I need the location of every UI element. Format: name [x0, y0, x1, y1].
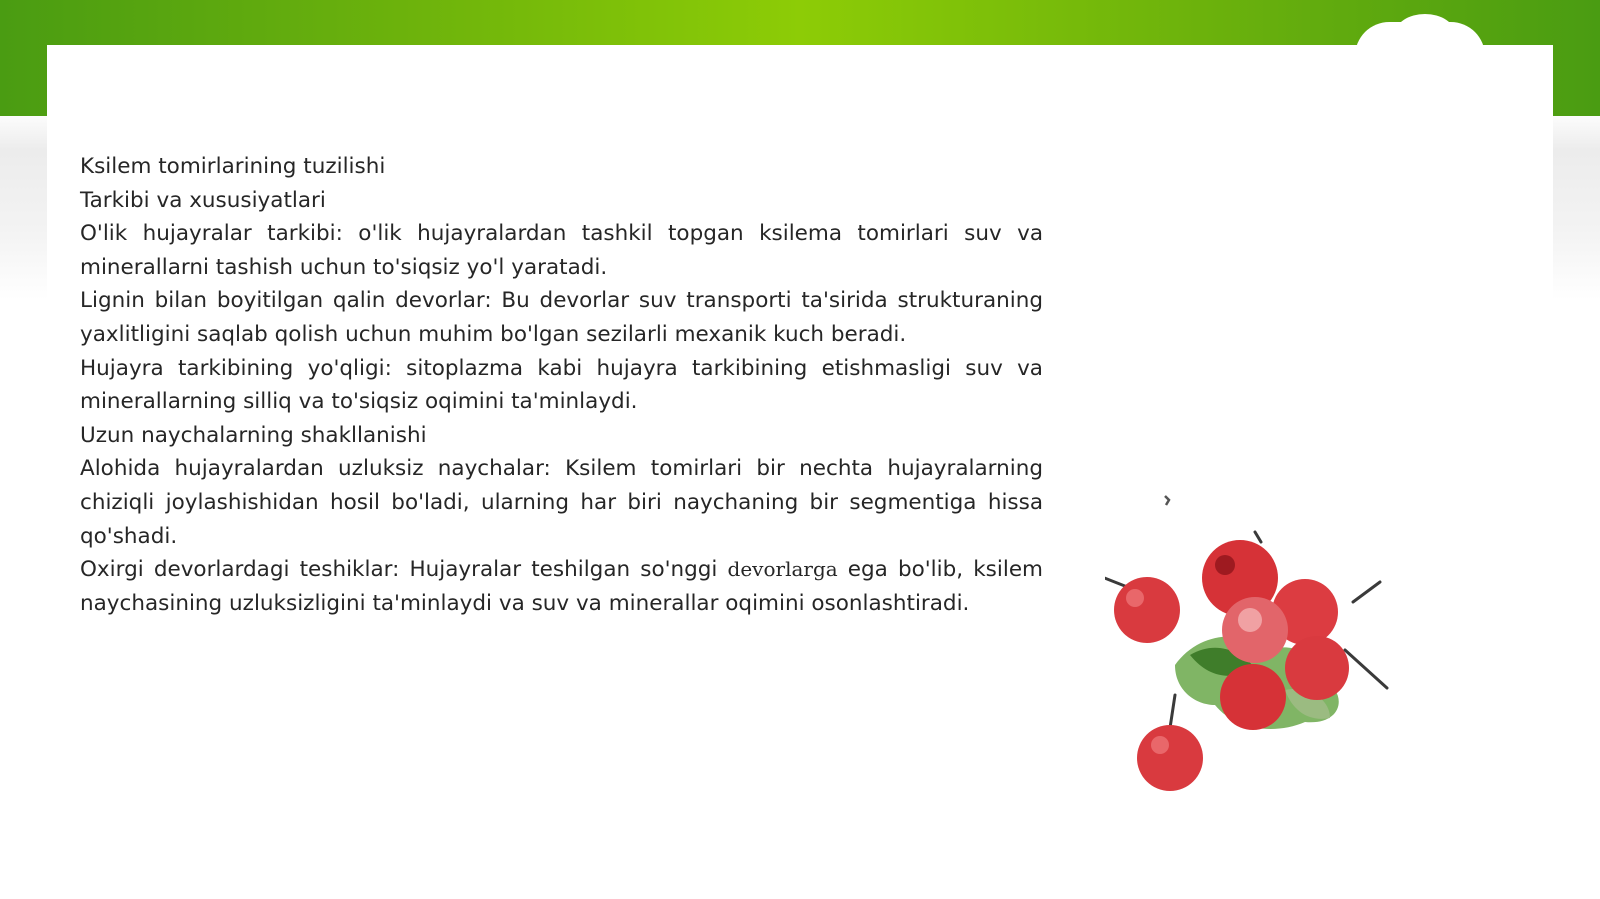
paragraph-no-contents: Hujayra tarkibining yo'qligi: sitoplazma kabi hujayra tarkibining etishmasligi suv va minerallarning silliq va to'siqsiz oqimini ta'minlaydi. — [80, 355, 1043, 415]
p5-text-start: Oxirgi devorlardagi teshiklar: Hujayralar teshilgan so'nggi — [80, 557, 728, 583]
berries-illustration — [1105, 490, 1435, 820]
paragraph-end-wall-pores — [80, 553, 1043, 620]
p5-serif-word: devorlarga — [727, 557, 838, 582]
heading-long-tubes: Uzun naychalarning shakllanishi — [80, 422, 427, 448]
heading-composition: Tarkibi va xususiyatlari — [80, 187, 326, 213]
paragraph-continuous-tubes: Alohida hujayralardan uzluksiz naychalar: Ksilem tomirlari bir nechta hujayralarning chiziqli joylashishidan hosil bo'ladi, ularning har biri naychaning bir segmentiga hissa qo'shadi. — [80, 456, 1043, 549]
heading-xylem-structure: Ksilem tomirlarining tuzilishi — [80, 154, 386, 179]
paragraph-dead-cells: O'lik hujayralar tarkibi: o'lik hujayralardan tashkil topgan ksilema tomirlari suv va minerallarni tashish uchun to'siqsiz yo'l yaratadi. — [80, 221, 1043, 280]
paragraph-lignin-walls: Lignin bilan boyitilgan qalin devorlar: Bu devorlar suv transporti ta'sirida strukturaning yaxlitligini saqlab qolish uchun muhim bo'lgan sezilarli mexanik kuch beradi. — [80, 288, 1043, 347]
p5-text-end: ega bo'lib, ksilem naychasining uzluksizligini ta'minlaydi va suv va minerallar oqimini osonlashtiradi. — [80, 557, 1043, 616]
slide-content — [80, 150, 1043, 620]
